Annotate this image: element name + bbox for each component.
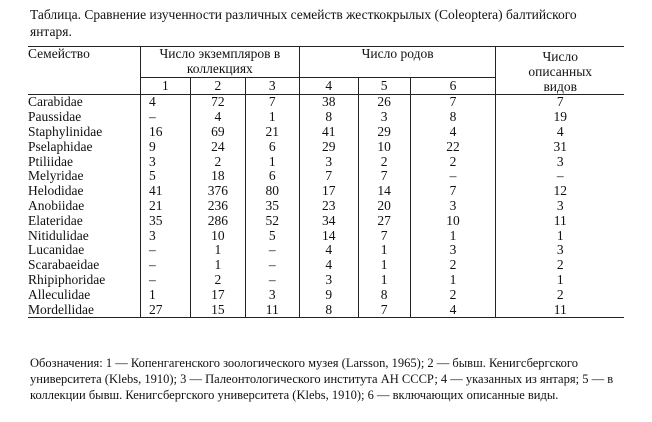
cell-col-4: 9	[299, 288, 358, 303]
coleoptera-table	[28, 46, 624, 318]
cell-col-1: 4	[140, 95, 190, 110]
cell-col-4: 41	[299, 125, 358, 140]
cell-col-2: 18	[190, 169, 245, 184]
table-row	[28, 273, 624, 288]
cell-col-7: 3	[496, 199, 624, 214]
family-name: Rhipiphoridae	[28, 271, 106, 287]
cell-col-4: 8	[299, 110, 358, 125]
cell-col-3: 21	[245, 125, 299, 140]
cell-col-7: 2	[496, 258, 624, 273]
family-name: Staphylinidae	[28, 123, 103, 139]
cell-col-2: 1	[190, 243, 245, 258]
cell-col-5: 7	[358, 169, 410, 184]
cell-col-6: 3	[410, 199, 496, 214]
cell-col-1: –	[140, 273, 190, 288]
family-name: Scarabaeidae	[28, 257, 100, 273]
cell-col-1: 41	[140, 184, 190, 199]
family-name: Melyridae	[28, 168, 84, 184]
cell-col-3: –	[245, 243, 299, 258]
table-body	[28, 95, 624, 318]
header-specimens: Число экземпляров в коллекциях	[140, 47, 299, 78]
cell-col-1: –	[140, 243, 190, 258]
cell-col-3: 11	[245, 303, 299, 318]
family-name: Pselaphidae	[28, 138, 93, 154]
header-row	[28, 47, 624, 78]
cell-col-6: 1	[410, 273, 496, 288]
table-row	[28, 214, 624, 229]
cell-col-3: 52	[245, 214, 299, 229]
cell-col-3: 80	[245, 184, 299, 199]
cell-col-3: 1	[245, 155, 299, 170]
cell-col-6: 2	[410, 155, 496, 170]
cell-col-5: 27	[358, 214, 410, 229]
cell-col-5: 14	[358, 184, 410, 199]
cell-col-5: 7	[358, 303, 410, 318]
cell-col-7: 4	[496, 125, 624, 140]
table-row	[28, 95, 624, 110]
cell-col-7: 2	[496, 288, 624, 303]
table-row	[28, 243, 624, 258]
col-number-6: 6	[410, 78, 496, 95]
cell-col-2: 4	[190, 110, 245, 125]
cell-col-1: 27	[140, 303, 190, 318]
family-name: Nitidulidae	[28, 227, 89, 243]
cell-col-6: 1	[410, 229, 496, 244]
table-row	[28, 258, 624, 273]
cell-col-7: 31	[496, 140, 624, 155]
table-row	[28, 199, 624, 214]
cell-col-6: –	[410, 169, 496, 184]
cell-col-5: 29	[358, 125, 410, 140]
cell-col-4: 29	[299, 140, 358, 155]
cell-col-4: 34	[299, 214, 358, 229]
cell-col-5: 7	[358, 229, 410, 244]
cell-col-2: 376	[190, 184, 245, 199]
cell-col-4: 17	[299, 184, 358, 199]
cell-col-7: 7	[496, 95, 624, 110]
cell-col-4: 8	[299, 303, 358, 318]
cell-col-5: 26	[358, 95, 410, 110]
table-notes: Обозначения: 1 — Копенгагенского зоологического музея (Larsson, 1965); 2 — бывш. Кенигсбергского университета (Klebs, 1910); 3 — Палеонтологического института АН СССР; 4 — указанных из янтаря; 5 — в коллекции бывш. Кенигсбергского университета (Klebs, 1910); 6 — включающих описанные виды.	[30, 356, 614, 402]
cell-col-7: 1	[496, 273, 624, 288]
cell-col-4: 14	[299, 229, 358, 244]
cell-col-6: 22	[410, 140, 496, 155]
table-row	[28, 184, 624, 199]
cell-col-5: 1	[358, 243, 410, 258]
header-family: Семейство	[28, 47, 140, 95]
cell-col-6: 10	[410, 214, 496, 229]
cell-col-3: 6	[245, 140, 299, 155]
cell-col-6: 8	[410, 110, 496, 125]
table-row	[28, 303, 624, 318]
table-row	[28, 125, 624, 140]
family-name: Anobiidae	[28, 197, 85, 213]
cell-col-1: 3	[140, 229, 190, 244]
cell-col-1: 3	[140, 155, 190, 170]
table-row	[28, 110, 624, 125]
cell-col-4: 7	[299, 169, 358, 184]
cell-col-2: 2	[190, 155, 245, 170]
cell-col-3: 5	[245, 229, 299, 244]
cell-col-6: 4	[410, 125, 496, 140]
cell-col-2: 236	[190, 199, 245, 214]
cell-col-2: 72	[190, 95, 245, 110]
cell-col-3: 35	[245, 199, 299, 214]
cell-col-2: 15	[190, 303, 245, 318]
cell-col-1: 5	[140, 169, 190, 184]
table-caption: Таблица. Сравнение изученности различных семейств жесткокрылых (Coleoptera) балтийского янтаря.	[30, 7, 577, 39]
cell-col-2: 17	[190, 288, 245, 303]
cell-col-1: 1	[140, 288, 190, 303]
cell-col-7: 1	[496, 229, 624, 244]
cell-col-7: 11	[496, 214, 624, 229]
header-species: Число описанных видов	[496, 47, 624, 95]
col-number-1: 1	[140, 78, 190, 95]
cell-col-2: 2	[190, 273, 245, 288]
cell-col-7: 19	[496, 110, 624, 125]
table-row	[28, 229, 624, 244]
cell-col-5: 1	[358, 258, 410, 273]
col-number-5: 5	[358, 78, 410, 95]
cell-col-4: 23	[299, 199, 358, 214]
family-name: Ptiliidae	[28, 153, 73, 169]
cell-col-6: 3	[410, 243, 496, 258]
cell-col-1: –	[140, 110, 190, 125]
cell-col-7: 3	[496, 243, 624, 258]
cell-col-2: 24	[190, 140, 245, 155]
cell-col-1: 9	[140, 140, 190, 155]
cell-col-7: 3	[496, 155, 624, 170]
family-name: Lucanidae	[28, 242, 85, 258]
cell-col-6: 2	[410, 288, 496, 303]
family-name: Elateridae	[28, 212, 83, 228]
col-number-4: 4	[299, 78, 358, 95]
cell-col-3: –	[245, 258, 299, 273]
cell-col-6: 2	[410, 258, 496, 273]
cell-col-5: 3	[358, 110, 410, 125]
cell-col-6: 7	[410, 184, 496, 199]
cell-col-4: 3	[299, 155, 358, 170]
cell-col-5: 1	[358, 273, 410, 288]
family-name: Paussidae	[28, 109, 82, 125]
header-genera: Число родов	[299, 47, 496, 78]
cell-col-5: 20	[358, 199, 410, 214]
cell-col-5: 2	[358, 155, 410, 170]
family-name: Mordellidae	[28, 303, 140, 318]
cell-col-5: 8	[358, 288, 410, 303]
cell-col-1: 35	[140, 214, 190, 229]
cell-col-2: 69	[190, 125, 245, 140]
family-name: Carabidae	[28, 94, 83, 110]
cell-col-2: 10	[190, 229, 245, 244]
cell-col-7: –	[496, 169, 624, 184]
col-number-3: 3	[245, 78, 299, 95]
family-name: Helodidae	[28, 183, 84, 199]
cell-col-4: 3	[299, 273, 358, 288]
cell-col-2: 286	[190, 214, 245, 229]
cell-col-6: 7	[410, 95, 496, 110]
table-row	[28, 155, 624, 170]
cell-col-7: 12	[496, 184, 624, 199]
cell-col-2: 1	[190, 258, 245, 273]
cell-col-1: 21	[140, 199, 190, 214]
cell-col-5: 10	[358, 140, 410, 155]
cell-col-3: –	[245, 273, 299, 288]
table-row	[28, 169, 624, 184]
col-number-2: 2	[190, 78, 245, 95]
family-name: Alleculidae	[28, 286, 91, 302]
cell-col-3: 3	[245, 288, 299, 303]
cell-col-1: 16	[140, 125, 190, 140]
cell-col-3: 1	[245, 110, 299, 125]
cell-col-4: 4	[299, 243, 358, 258]
cell-col-4: 38	[299, 95, 358, 110]
table-row	[28, 140, 624, 155]
cell-col-7: 11	[496, 303, 624, 318]
cell-col-4: 4	[299, 258, 358, 273]
cell-col-6: 4	[410, 303, 496, 318]
cell-col-3: 6	[245, 169, 299, 184]
table-row	[28, 288, 624, 303]
cell-col-3: 7	[245, 95, 299, 110]
cell-col-1: –	[140, 258, 190, 273]
